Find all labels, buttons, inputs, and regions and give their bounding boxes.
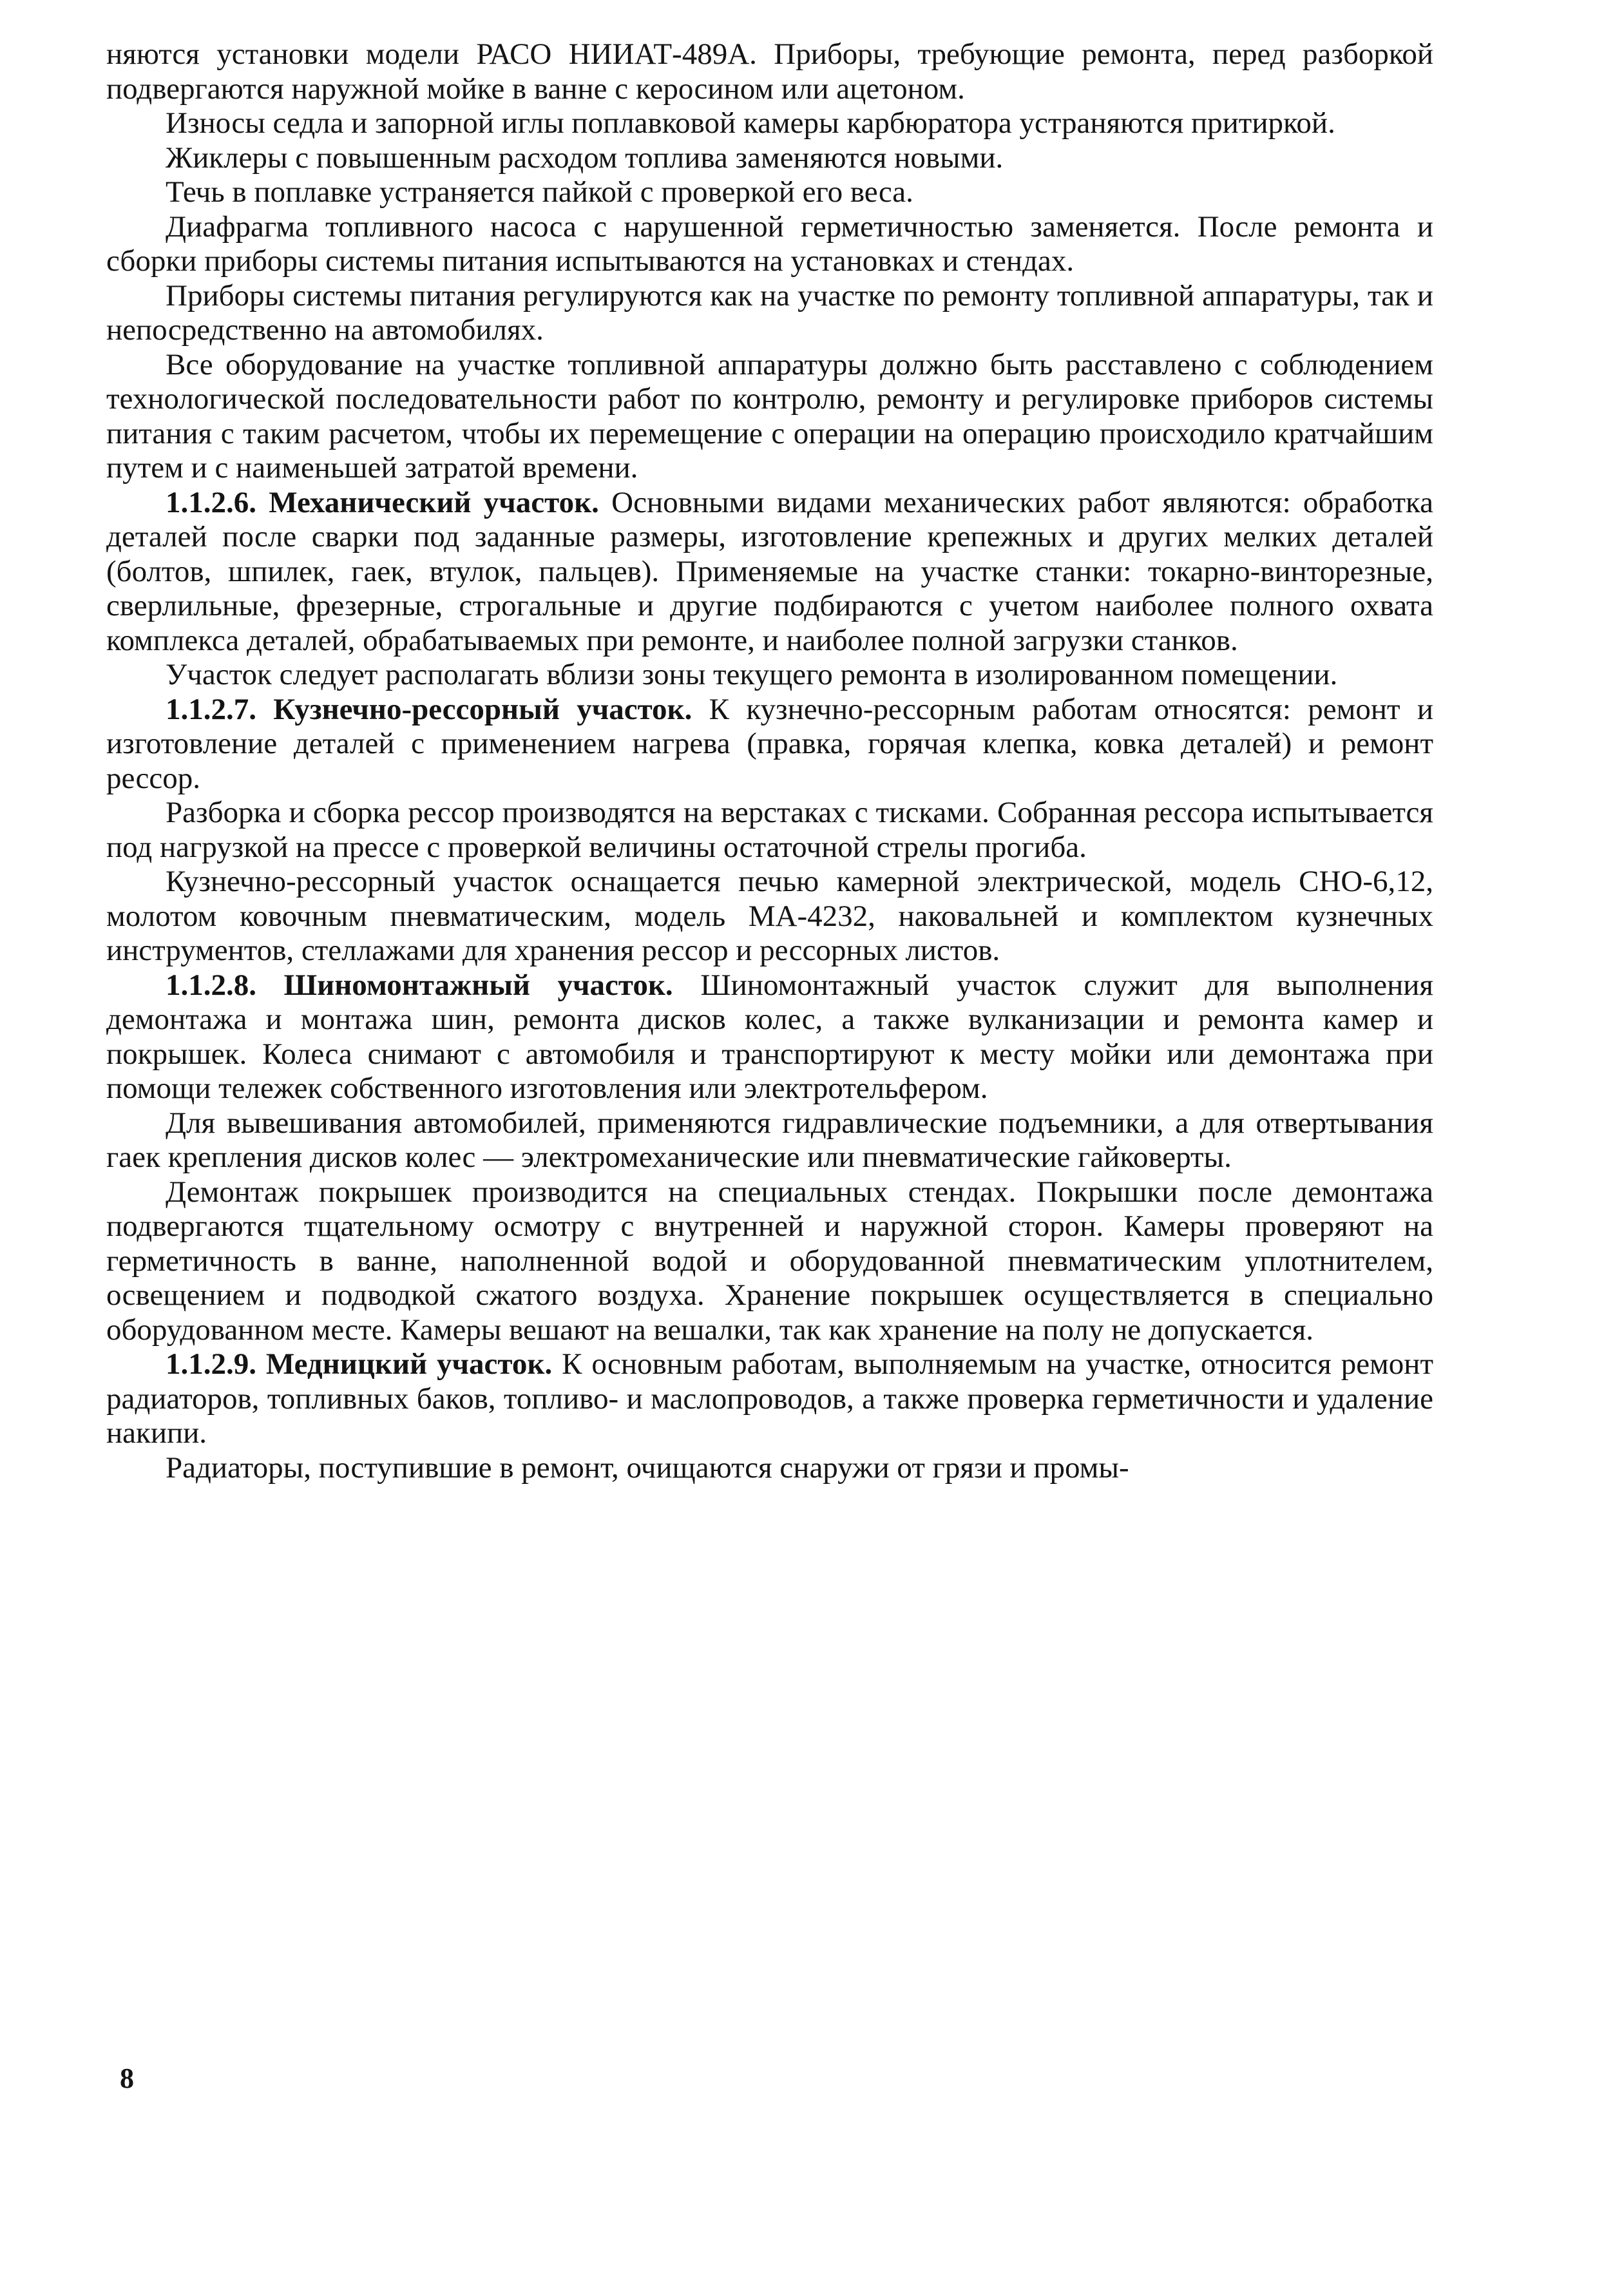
section-heading-forge-spring: 1.1.2.7. Кузнечно-рессорный участок. [166, 692, 693, 726]
paragraph-text: Приборы системы питания регулируются как на участке по ремонту топливной аппаратуры, так и непосредственно на автомобилях. [106, 278, 1433, 347]
paragraph [106, 279, 1433, 348]
paragraph-text: Все оборудование на участке топливной аппаратуры должно быть расставлено с соблюдением технологической последовательности работ по контролю, ремонту и регулировке приборов системы питания с таким расчетом, чтобы их перемещение с операции на операцию происходило кратчайшим путем и с наименьшей затратой времени. [106, 347, 1433, 485]
paragraph [106, 796, 1433, 865]
paragraph [106, 37, 1433, 106]
paragraph-text: Разборка и сборка рессор производятся на верстаках с тисками. Собранная рессора испытывается под нагрузкой на прессе с проверкой величины остаточной стрелы прогиба. [106, 796, 1433, 864]
paragraph [106, 141, 1433, 176]
paragraph-text: Радиаторы, поступившие в ремонт, очищаются снаружи от грязи и промы- [166, 1450, 1129, 1485]
section-heading-tire-fitting: 1.1.2.8. Шиномонтажный участок. [166, 968, 673, 1002]
section-heading-mechanical: 1.1.2.6. Механический участок. [166, 485, 599, 519]
paragraph-text: К кузнечно-рессорным работам относятся: ремонт и изготовление деталей с применением нагрева (правка, горячая клепка, ковка деталей) и ремонт рессор. [106, 692, 1433, 795]
section-heading-coppersmith: 1.1.2.9. Медницкий участок. [166, 1347, 553, 1381]
paragraph [106, 348, 1433, 486]
paragraph [106, 106, 1433, 141]
paragraph-text: няются установки модели РАСО НИИАТ-489А. Приборы, требующие ремонта, перед разборкой подвергаются наружной мойке в ванне с керосином или ацетоном. [106, 37, 1433, 106]
paragraph [106, 1451, 1433, 1486]
paragraph-text: Износы седла и запорной иглы поплавковой камеры карбюратора устраняются притиркой. [166, 106, 1335, 140]
paragraph-text: К основным работам, выполняемым на участке, относится ремонт радиаторов, топливных баков, топливо- и маслопроводов, а также проверка герметичности и удаление накипи. [106, 1347, 1433, 1450]
section-paragraph-mechanical [106, 486, 1433, 659]
paragraph-text: Диафрагма топливного насоса с нарушенной герметичностью заменяется. После ремонта и сборки приборы системы питания испытываются на установках и стендах. [106, 209, 1433, 278]
paragraph [106, 175, 1433, 210]
paragraph-text: Шиномонтажный участок служит для выполнения демонтажа и монтажа шин, ремонта дисков колес, а также вулканизации и ремонта камер и покрышек. Колеса снимают с автомобиля и транспортируют к месту мойки или демонтажа при помощи тележек собственного изготовления или электротельфером. [106, 968, 1433, 1105]
paragraph-text: Демонтаж покрышек производится на специальных стендах. Покрышки после демонтажа подвергаются тщательному осмотру с внутренней и наружной сторон. Камеры проверяют на герметичность в ванне, наполненной водой и оборудованной пневматическим уплотнителем, освещением и подводкой сжатого воздуха. Хранение покрышек осуществляется в специально оборудованном месте. Камеры вешают на вешалки, так как хранение на полу не допускается. [106, 1175, 1433, 1347]
section-paragraph-forge-spring [106, 693, 1433, 796]
paragraph [106, 865, 1433, 968]
paragraph-text: Основными видами механических работ являются: обработка деталей после сварки под заданные размеры, изготовление крепежных и других мелких деталей (болтов, шпилек, гаек, втулок, пальцев). Применяемые на участке станки: токарно-винторезные, сверлильные, фрезерные, строгальные и другие подбираются с учетом наиболее полного охвата комплекса деталей, обрабатываемых при ремонте, и наиболее полной загрузки станков. [106, 485, 1433, 657]
paragraph [106, 210, 1433, 279]
paragraph-text: Жиклеры с повышенным расходом топлива заменяются новыми. [166, 140, 1004, 175]
paragraph-text: Кузнечно-рессорный участок оснащается печью камерной электрической, модель СНО-6,12, молотом ковочным пневматическим, модель МА-4232, наковальней и комплектом кузнечных инструментов, стеллажами для хранения рессор и рессорных листов. [106, 865, 1433, 967]
paragraph-text: Участок следует располагать вблизи зоны текущего ремонта в изолированном помещении. [166, 658, 1338, 691]
section-paragraph-coppersmith [106, 1347, 1433, 1451]
paragraph [106, 1106, 1433, 1175]
page-body [106, 37, 1433, 1485]
paragraph [106, 658, 1433, 693]
page-number: 8 [120, 2063, 134, 2094]
paragraph-text: Течь в поплавке устраняется пайкой с проверкой его веса. [166, 175, 913, 209]
paragraph-text: Для вывешивания автомобилей, применяются гидравлические подъемники, а для отвертывания гаек крепления дисков колес — электромеханические или пневматические гайковерты. [106, 1106, 1433, 1174]
section-paragraph-tire-fitting [106, 968, 1433, 1106]
paragraph [106, 1175, 1433, 1348]
